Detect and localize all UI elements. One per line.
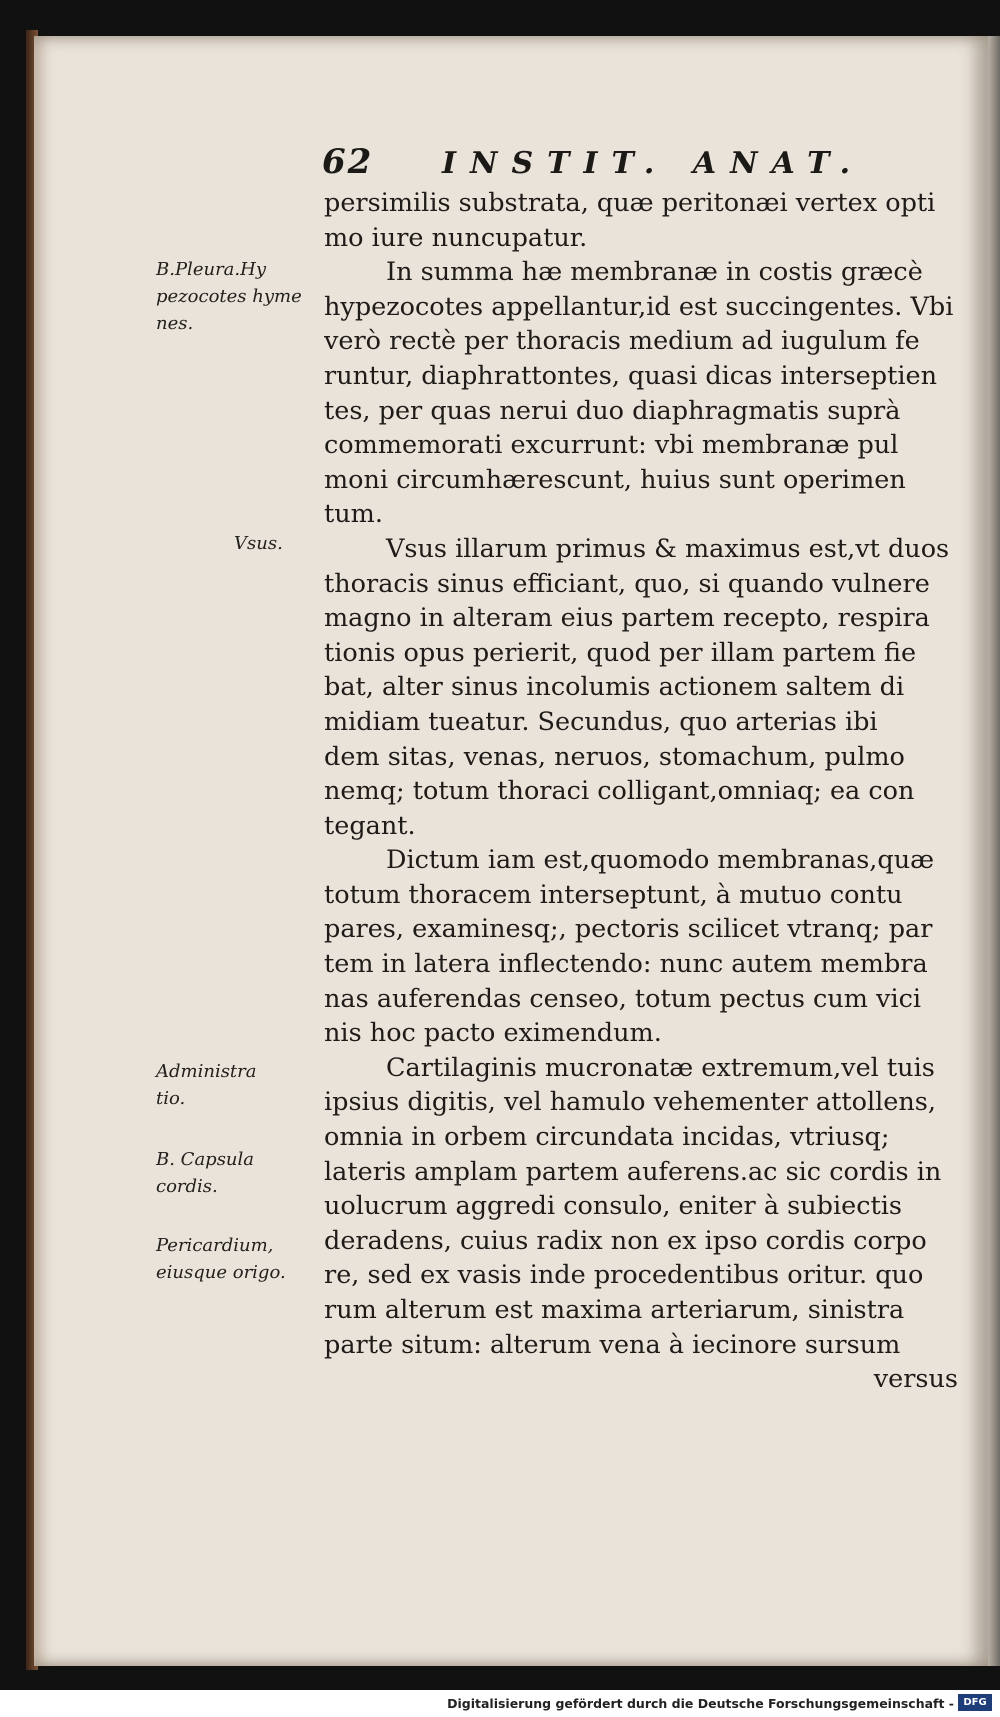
text-line: thoracis sinus efficiant, quo, si quando vulnere — [324, 568, 930, 599]
text-line: uolucrum aggredi consulo, eniter à subiectis — [324, 1191, 902, 1222]
text-line: lateris amplam partem auferens.ac sic cordis in — [324, 1156, 942, 1187]
text-line: parte situm: alterum vena à iecinore sursum — [324, 1329, 901, 1360]
running-head: INSTIT. ANAT. — [442, 146, 865, 181]
text-line: nemq; totum thoraci colligant,omniaq; ea con — [324, 776, 915, 807]
text-line: omnia in orbem circundata incidas, vtriusq; — [324, 1122, 890, 1153]
text-line: tes, per quas nerui duo diaphragmatis suprà — [324, 395, 901, 426]
text-line: dem sitas, venas, neruos, stomachum, pulmo — [324, 741, 905, 772]
text-line: In summa hæ membranæ in costis græcè — [386, 257, 923, 288]
text-line: pares, examinesq;, pectoris scilicet vtranq; par — [324, 914, 933, 945]
margin-note-administratio — [156, 1058, 306, 1112]
margin-note-line: tio. — [156, 1088, 186, 1109]
text-line: mo iure nuncupatur. — [324, 222, 588, 253]
text-line: totum thoracem interseptunt, à mutuo contu — [324, 879, 903, 910]
text-line: nis hoc pacto eximendum. — [324, 1018, 662, 1049]
margin-note-pericardium — [156, 1232, 306, 1286]
digitization-credit: Digitalisierung gefördert durch die Deutsche Forschungsgemeinschaft - — [447, 1696, 954, 1711]
dfg-logo-icon: DFG — [958, 1694, 992, 1711]
page-header — [322, 142, 882, 188]
text-line: tegant. — [324, 810, 416, 841]
page-fore-edge — [988, 36, 1000, 1666]
text-line: tem in latera inflectendo: nunc autem membra — [324, 949, 928, 980]
margin-note-line: nes. — [156, 313, 194, 334]
text-line: persimilis substrata, quæ peritonæi vertex opti — [324, 188, 936, 218]
text-line: deradens, cuius radix non ex ipso cordis corpo — [324, 1225, 927, 1256]
catchword: versus — [873, 1364, 958, 1395]
margin-note-pleura — [156, 256, 306, 337]
text-line: rum alterum est maxima arteriarum, sinistra — [324, 1295, 905, 1325]
text-line: verò rectè per thoracis medium ad iugulum fe — [324, 326, 920, 357]
margin-note-line: Pericardium, — [156, 1235, 274, 1256]
margin-note-line: cordis. — [156, 1176, 218, 1197]
margin-note-line: eiusque origo. — [156, 1262, 286, 1283]
text-line: runtur, diaphrattontes, quasi dicas interseptien — [324, 360, 938, 391]
margin-note-line: B.Pleura.Hy — [156, 259, 266, 280]
margin-note-line: B. Capsula — [156, 1149, 255, 1170]
margin-note-capsula — [156, 1146, 306, 1200]
text-line: moni circumhærescunt, huius sunt operimen — [324, 464, 906, 495]
text-line: nas auferendas censeo, totum pectus cum vici — [324, 983, 922, 1014]
text-line: midiam tueatur. Secundus, quo arterias ibi — [324, 706, 878, 737]
text-line: magno in alteram eius partem recepto, respira — [324, 603, 930, 634]
text-line: bat, alter sinus incolumis actionem saltem di — [324, 672, 905, 703]
text-line: Vsus illarum primus & maximus est,vt duos — [386, 533, 950, 564]
main-text-block — [324, 186, 964, 1397]
text-line: ipsius digitis, vel hamulo vehementer attollens, — [324, 1087, 936, 1118]
text-line: tionis opus perierit, quod per illam partem fie — [324, 637, 917, 668]
margin-note-line: Vsus. — [234, 533, 283, 554]
text-line: re, sed ex vasis inde procedentibus oritur. quo — [324, 1260, 924, 1291]
text-line: hypezocotes appellantur,id est succingentes. Vbi — [324, 291, 954, 322]
text-line: Dictum iam est,quomodo membranas,quæ — [386, 845, 935, 876]
text-line: commemorati excurrunt: vbi membranæ pul — [324, 430, 899, 461]
margin-note-line: pezocotes hyme — [156, 286, 302, 307]
text-line: tum. — [324, 499, 383, 530]
text-line: Cartilaginis mucronatæ extremum,vel tuis — [386, 1052, 935, 1083]
page-number: 62 — [322, 142, 374, 182]
margin-note-line: Administra — [156, 1061, 257, 1082]
